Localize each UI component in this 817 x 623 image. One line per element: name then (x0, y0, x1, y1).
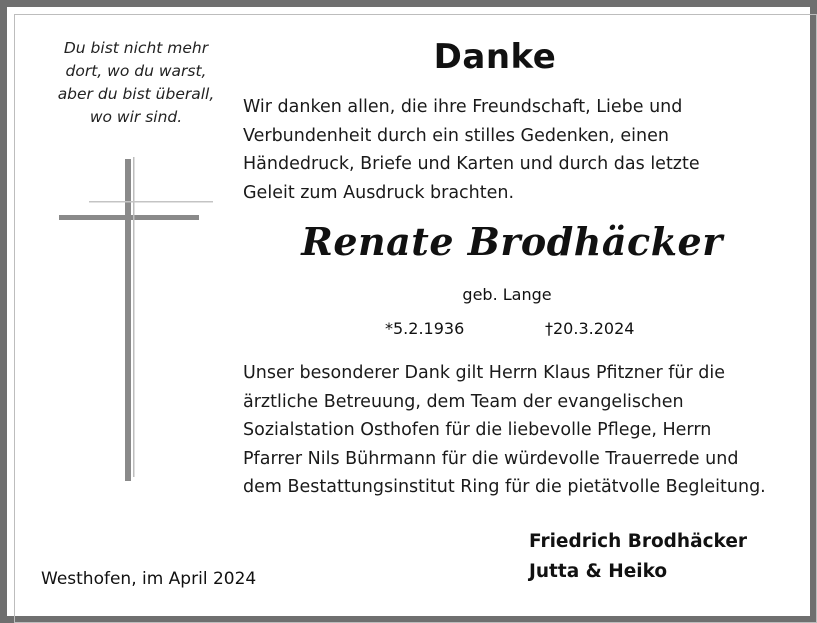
birth-date: *5.2.1936 (385, 319, 465, 338)
intro-line: Wir danken allen, die ihre Freundschaft, Liebe und (243, 97, 683, 117)
cross-icon (59, 157, 219, 487)
signer-name: Friedrich Brodhäcker (529, 531, 748, 552)
birth-name: geb. Lange (462, 285, 552, 304)
intro-line: Verbundenheit durch ein stilles Gedenken, einen (243, 125, 669, 146)
intro-line: Händedruck, Briefe und Karten und durch das letzte (243, 154, 700, 174)
thanks-line: Unser besonderer Dank gilt Herrn Klaus Pfitzner für die (243, 363, 725, 383)
thanks-line: Pfarrer Nils Bührmann für die würdevolle Trauerrede und (243, 448, 739, 469)
signer-name: Jutta & Heiko (529, 561, 668, 582)
verse-line: aber du bist überall, (57, 85, 215, 103)
deceased-name: Renate Brodhäcker (301, 219, 723, 264)
page-title: Danke (433, 37, 557, 77)
death-date: †20.3.2024 (545, 319, 635, 338)
place-date: Westhofen, im April 2024 (41, 569, 257, 589)
verse-line: dort, wo du warst, (65, 62, 207, 80)
thanks-paragraph (243, 359, 766, 502)
verse (37, 37, 235, 129)
thanks-line: ärztliche Betreuung, dem Team der evangelischen (243, 391, 684, 412)
verse-line: Du bist nicht mehr (63, 39, 209, 57)
intro-paragraph (243, 93, 700, 207)
thanks-line: Sozialstation Osthofen für die liebevolle Pflege, Herrn (243, 420, 712, 440)
verse-line: wo wir sind. (89, 108, 183, 126)
intro-line: Geleit zum Ausdruck brachten. (243, 182, 515, 203)
signers (529, 527, 747, 587)
thanks-line: dem Bestattungsinstitut Ring für die pietätvolle Begleitung. (243, 477, 766, 497)
